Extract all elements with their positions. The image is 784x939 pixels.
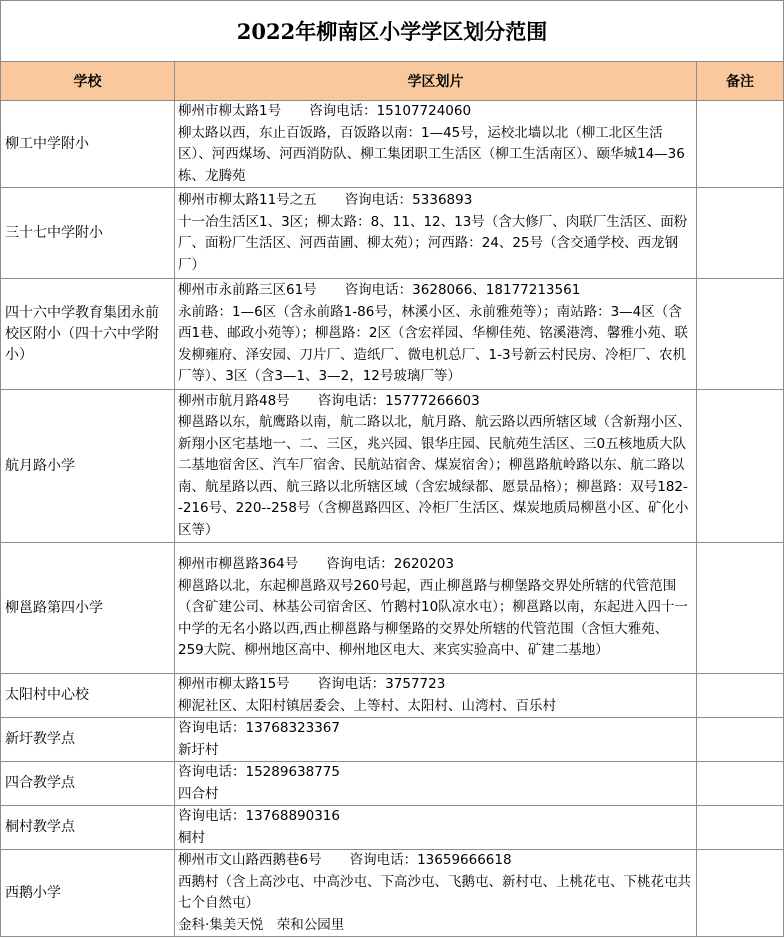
table-row <box>1 762 784 806</box>
zone-description: 柳邕路以东，航鹰路以南，航二路以北，航月路、航云路以西所辖区域（含新翔小区、新翔小区宅基地一、二、三区，兆兴园、银华庄园、民航苑生活区、三0五核地质大队二基地宿舍区、汽车厂宿舍、民航站宿舍、煤炭宿舍）；柳邕路航岭路以东、航二路以南、航星路以西、航三路以北所辖区域（含宏城绿都、愿景品格）；柳邕路：双号182--216号、220--258号（含柳邕路四区、冷柜厂生活区、煤炭地质局柳邕小区、矿化小区等） <box>178 414 691 538</box>
table-row <box>1 279 784 390</box>
school-name: 四十六中学教育集团永前校区附小（四十六中学附小） <box>1 279 175 390</box>
zone-cell <box>175 674 697 718</box>
page-title: 2022年柳南区小学学区划分范围 <box>1 1 784 62</box>
table-row <box>1 543 784 674</box>
contact-phone: 咨询电话：15107724060 <box>309 103 472 119</box>
zone-description: 新圩村 <box>178 741 219 758</box>
zone-cell <box>175 850 697 937</box>
zone-description: 桐村 <box>178 829 205 846</box>
zone-description: 柳太路以西，东止百饭路，百饭路以南：1—45号，运校北墙以北（柳工北区生活区）、河西煤场、河西消防队、柳工集团职工生活区（柳工生活南区）、颐华城14—36栋、龙腾苑 <box>178 124 685 184</box>
table-row <box>1 101 784 188</box>
zone-cell <box>175 390 697 543</box>
school-address: 柳州市永前路三区61号 <box>178 282 317 299</box>
contact-phone: 咨询电话：13768323367 <box>178 720 340 736</box>
zone-cell <box>175 279 697 390</box>
zone-description: 四合村 <box>178 785 219 802</box>
column-header-zone: 学区划片 <box>175 62 697 101</box>
zone-description: 柳邕路以北，东起柳邕路双号260号起，西止柳邕路与柳堡路交界处所辖的代管范围（含矿建公司、林基公司宿舍区、竹鹅村10队凉水屯）；柳邕路以南，东起进入四十一中学的无名小路以西,西止柳邕路与柳堡路的交界处所辖的代管范围（含恒大雅苑、259大院、柳州地区高中、柳州地区电大、来宾实验高中、矿建二基地） <box>178 577 688 659</box>
school-name: 柳工中学附小 <box>1 101 175 188</box>
school-name: 四合教学点 <box>1 762 175 806</box>
note-cell <box>697 762 784 806</box>
note-cell <box>697 718 784 762</box>
zone-cell <box>175 718 697 762</box>
school-name: 柳邕路第四小学 <box>1 543 175 674</box>
school-name: 西鹅小学 <box>1 850 175 937</box>
table-row <box>1 674 784 718</box>
contact-phone: 咨询电话：2620203 <box>326 556 454 573</box>
contact-phone: 咨询电话：5336893 <box>344 192 473 208</box>
school-address: 柳州市文山路西鹅巷6号 <box>178 852 322 868</box>
zone-cell <box>175 101 697 188</box>
zone-description: 西鹅村（含上高沙屯、中高沙屯、下高沙屯、飞鹅屯、新村屯、上桃花屯、下桃花屯共七个自然屯） <box>178 873 691 911</box>
note-cell <box>697 188 784 279</box>
zone-cell <box>175 762 697 806</box>
school-name: 三十七中学附小 <box>1 188 175 279</box>
school-address: 柳州市航月路48号 <box>178 392 290 409</box>
zone-description: 十一冶生活区1、3区；柳太路：8、11、12、13号（含大修厂、肉联厂生活区、面粉厂、面粉厂生活区、河西苗圃、柳太苑）；河西路：24、25号（含交通学校、西龙钢厂） <box>178 213 688 273</box>
table-row <box>1 718 784 762</box>
zone-description: 永前路：1—6区（含永前路1-86号，林溪小区、永前雅苑等）；南站路：3—4区（含西1巷、邮政小苑等）；柳邕路：2区（含宏祥园、华柳佳苑、铭溪港湾、馨雅小苑、联发柳雍府、泽安园、刀片厂、造纸厂、微电机总厂、1-3号新云村民房、冷柜厂、农机厂等）、3区（含3—1、3—2，12号玻璃厂等） <box>178 303 688 385</box>
note-cell <box>697 674 784 718</box>
table-row <box>1 390 784 543</box>
table-row <box>1 850 784 937</box>
school-address: 柳州市柳太路11号之五 <box>178 192 317 208</box>
zone-description-extra: 金科·集美天悦 荣和公园里 <box>178 916 345 933</box>
contact-phone: 咨询电话：15777266603 <box>317 392 480 409</box>
contact-phone: 咨询电话：3757723 <box>317 676 446 692</box>
school-address: 柳州市柳邕路364号 <box>178 556 299 573</box>
note-cell <box>697 850 784 937</box>
zone-cell <box>175 543 697 674</box>
note-cell <box>697 390 784 543</box>
contact-phone: 咨询电话：13768890316 <box>178 808 340 824</box>
zone-description: 柳泥社区、太阳村镇居委会、上等村、太阳村、山湾村、百乐村 <box>178 697 556 714</box>
school-name: 航月路小学 <box>1 390 175 543</box>
column-header-note: 备注 <box>697 62 784 101</box>
contact-phone: 咨询电话：3628066、18177213561 <box>344 282 581 299</box>
school-address: 柳州市柳太路1号 <box>178 103 282 119</box>
note-cell <box>697 101 784 188</box>
contact-phone: 咨询电话：13659666618 <box>349 852 512 868</box>
school-name: 桐村教学点 <box>1 806 175 850</box>
table-row <box>1 188 784 279</box>
school-name: 新圩教学点 <box>1 718 175 762</box>
school-address: 柳州市柳太路15号 <box>178 676 290 692</box>
zone-cell <box>175 188 697 279</box>
contact-phone: 咨询电话：15289638775 <box>178 764 340 780</box>
column-header-school: 学校 <box>1 62 175 101</box>
note-cell <box>697 806 784 850</box>
note-cell <box>697 279 784 390</box>
note-cell <box>697 543 784 674</box>
school-name: 太阳村中心校 <box>1 674 175 718</box>
zone-cell <box>175 806 697 850</box>
table-row <box>1 806 784 850</box>
